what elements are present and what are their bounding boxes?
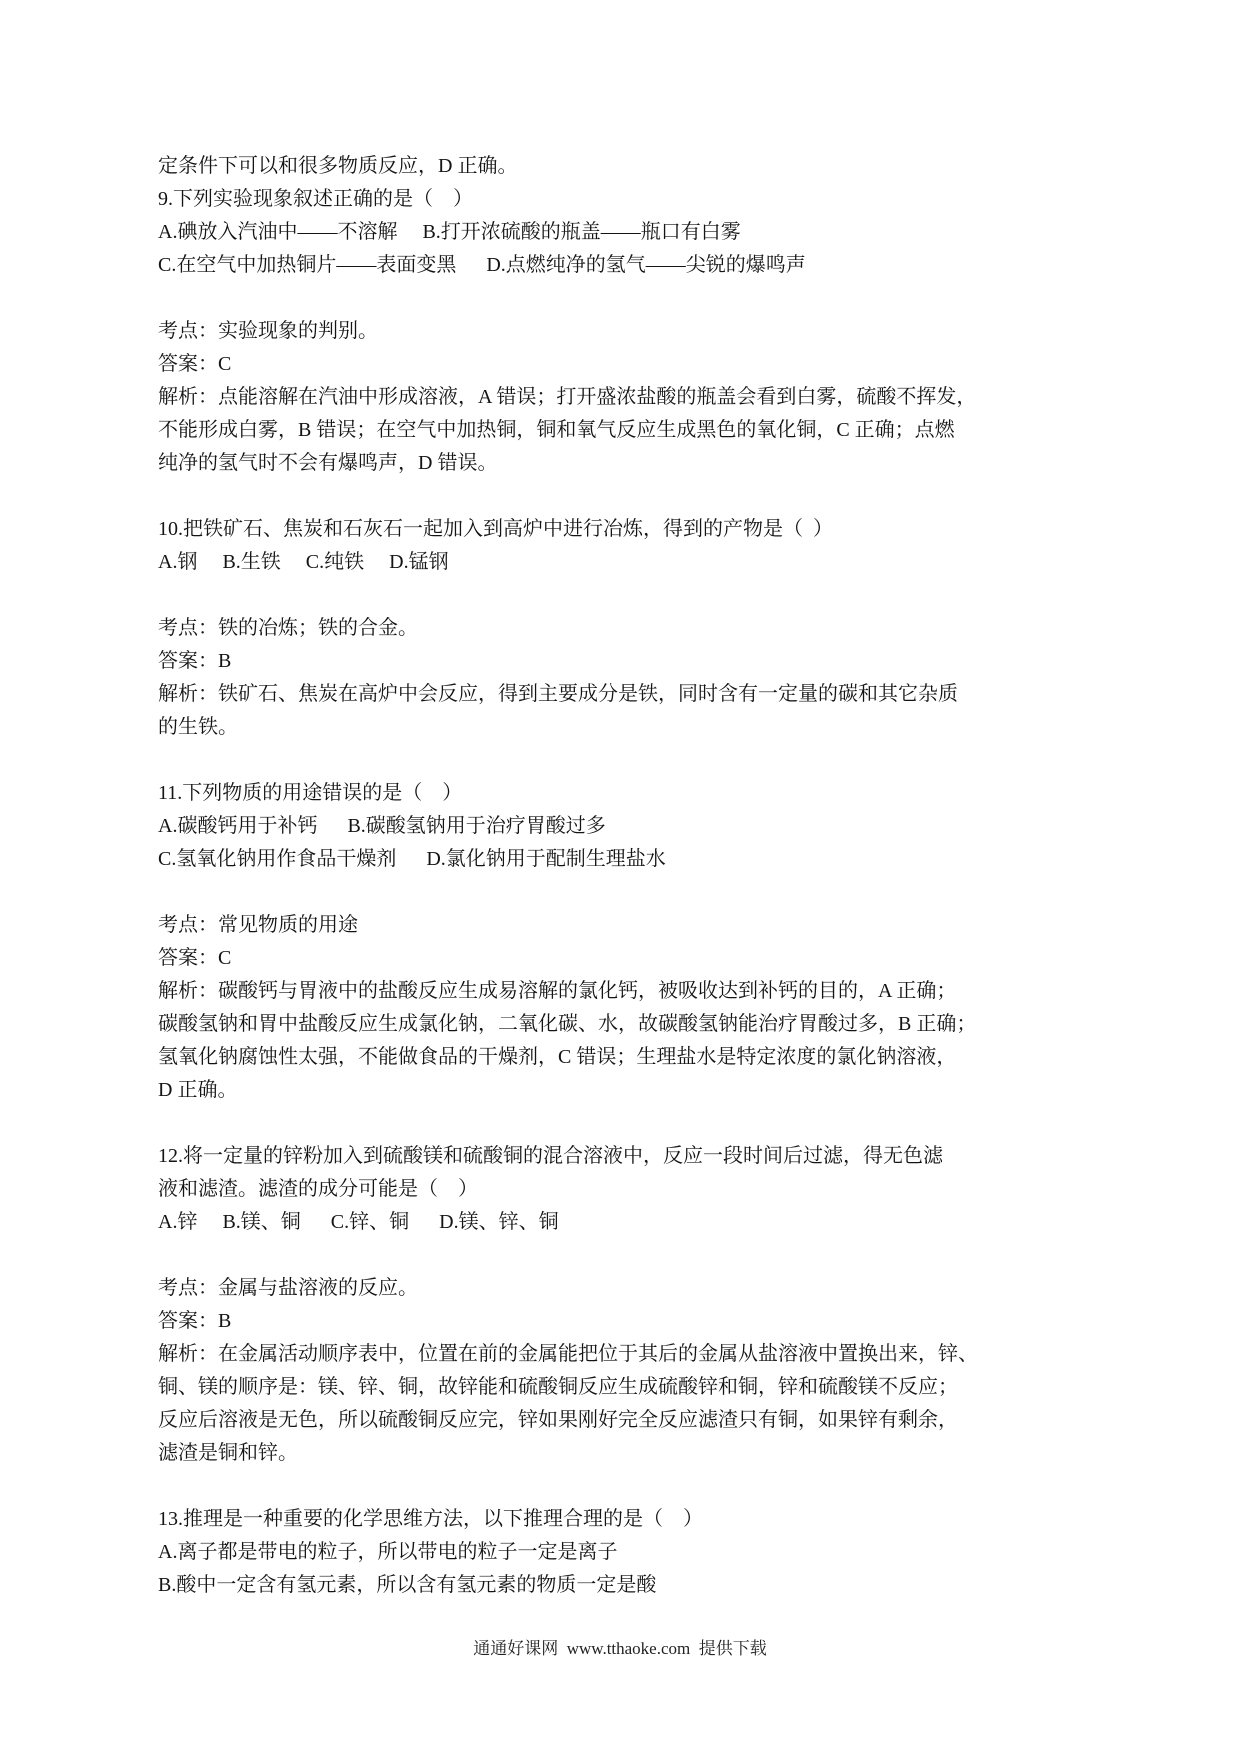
q11-options-cd: C.氢氧化钠用作食品干燥剂 D.氯化钠用于配制生理盐水 — [158, 848, 666, 870]
q12-answer: 答案：B — [158, 1310, 232, 1332]
q10-analysis-line2: 的生铁。 — [158, 716, 238, 738]
q10-analysis-line1: 解析：铁矿石、焦炭在高炉中会反应，得到主要成分是铁，同时含有一定量的碳和其它杂质 — [158, 683, 958, 705]
blank-line — [158, 876, 1118, 909]
q12-analysis-line1: 解析：在金属活动顺序表中，位置在前的金属能把位于其后的金属从盐溶液中置换出来，锌、 — [158, 1343, 978, 1365]
page-footer — [0, 1634, 1240, 1659]
q12-stem-line2: 液和滤渣。滤渣的成分可能是（ ） — [158, 1178, 478, 1200]
footer-site-url: www.tthaoke.com — [566, 1639, 691, 1658]
q10-stem: 10.把铁矿石、焦炭和石灰石一起加入到高炉中进行冶炼，得到的产物是（ ） — [158, 518, 833, 540]
q11-analysis-line1: 解析：碳酸钙与胃液中的盐酸反应生成易溶解的氯化钙，被吸收达到补钙的目的，A 正确； — [158, 980, 957, 1002]
q9-options-ab: A.碘放入汽油中——不溶解 B.打开浓硫酸的瓶盖——瓶口有白雾 — [158, 221, 741, 243]
document-body — [158, 150, 1118, 1602]
blank-line — [158, 1470, 1118, 1503]
q11-options-ab: A.碳酸钙用于补钙 B.碳酸氢钠用于治疗胃酸过多 — [158, 815, 606, 837]
q9-analysis-line1: 解析：点能溶解在汽油中形成溶液，A 错误；打开盛浓盐酸的瓶盖会看到白雾，硫酸不挥发， — [158, 386, 977, 408]
blank-line — [158, 579, 1118, 612]
q11-analysis-line4: D 正确。 — [158, 1079, 238, 1101]
blank-line — [158, 1107, 1118, 1140]
q11-analysis-line2: 碳酸氢钠和胃中盐酸反应生成氯化钠，二氧化碳、水，故碳酸氢钠能治疗胃酸过多，B 正确； — [158, 1013, 977, 1035]
q12-topic: 考点：金属与盐溶液的反应。 — [158, 1277, 418, 1299]
q9-options-cd: C.在空气中加热铜片——表面变黑 D.点燃纯净的氢气——尖锐的爆鸣声 — [158, 254, 806, 276]
q12-analysis-line2: 铜、镁的顺序是：镁、锌、铜，故锌能和硫酸铜反应生成硫酸锌和铜，锌和硫酸镁不反应； — [158, 1376, 958, 1398]
q11-topic: 考点：常见物质的用途 — [158, 914, 358, 936]
q11-answer: 答案：C — [158, 947, 232, 969]
q13-option-a: A.离子都是带电的粒子，所以带电的粒子一定是离子 — [158, 1541, 618, 1563]
blank-line — [158, 480, 1118, 513]
q8-analysis-continued: 定条件下可以和很多物质反应，D 正确。 — [158, 155, 518, 177]
blank-line — [158, 744, 1118, 777]
q11-stem: 11.下列物质的用途错误的是（ ） — [158, 782, 463, 804]
blank-line — [158, 282, 1118, 315]
q12-analysis-line4: 滤渣是铜和锌。 — [158, 1442, 298, 1464]
q13-stem: 13.推理是一种重要的化学思维方法，以下推理合理的是（ ） — [158, 1508, 703, 1530]
footer-download-suffix: 提供下载 — [698, 1639, 767, 1658]
q12-options: A.锌 B.镁、铜 C.锌、铜 D.镁、锌、铜 — [158, 1211, 559, 1233]
q9-topic: 考点：实验现象的判别。 — [158, 320, 378, 342]
q10-topic: 考点：铁的冶炼；铁的合金。 — [158, 617, 418, 639]
q10-answer: 答案：B — [158, 650, 232, 672]
q12-analysis-line3: 反应后溶液是无色，所以硫酸铜反应完，锌如果刚好完全反应滤渣只有铜，如果锌有剩余， — [158, 1409, 958, 1431]
q10-options: A.钢 B.生铁 C.纯铁 D.锰钢 — [158, 551, 449, 573]
blank-line — [158, 1239, 1118, 1272]
footer-site-name: 通通好课网 — [473, 1639, 559, 1658]
q11-analysis-line3: 氢氧化钠腐蚀性太强，不能做食品的干燥剂，C 错误；生理盐水是特定浓度的氯化钠溶液， — [158, 1046, 957, 1068]
q9-analysis-line2: 不能形成白雾，B 错误；在空气中加热铜，铜和氧气反应生成黑色的氧化铜，C 正确；点燃 — [158, 419, 955, 441]
q13-option-b: B.酸中一定含有氢元素，所以含有氢元素的物质一定是酸 — [158, 1574, 657, 1596]
q9-answer: 答案：C — [158, 353, 232, 375]
q9-stem: 9.下列实验现象叙述正确的是（ ） — [158, 188, 473, 210]
q9-analysis-line3: 纯净的氢气时不会有爆鸣声，D 错误。 — [158, 452, 498, 474]
q12-stem-line1: 12.将一定量的锌粉加入到硫酸镁和硫酸铜的混合溶液中，反应一段时间后过滤，得无色滤 — [158, 1145, 943, 1167]
